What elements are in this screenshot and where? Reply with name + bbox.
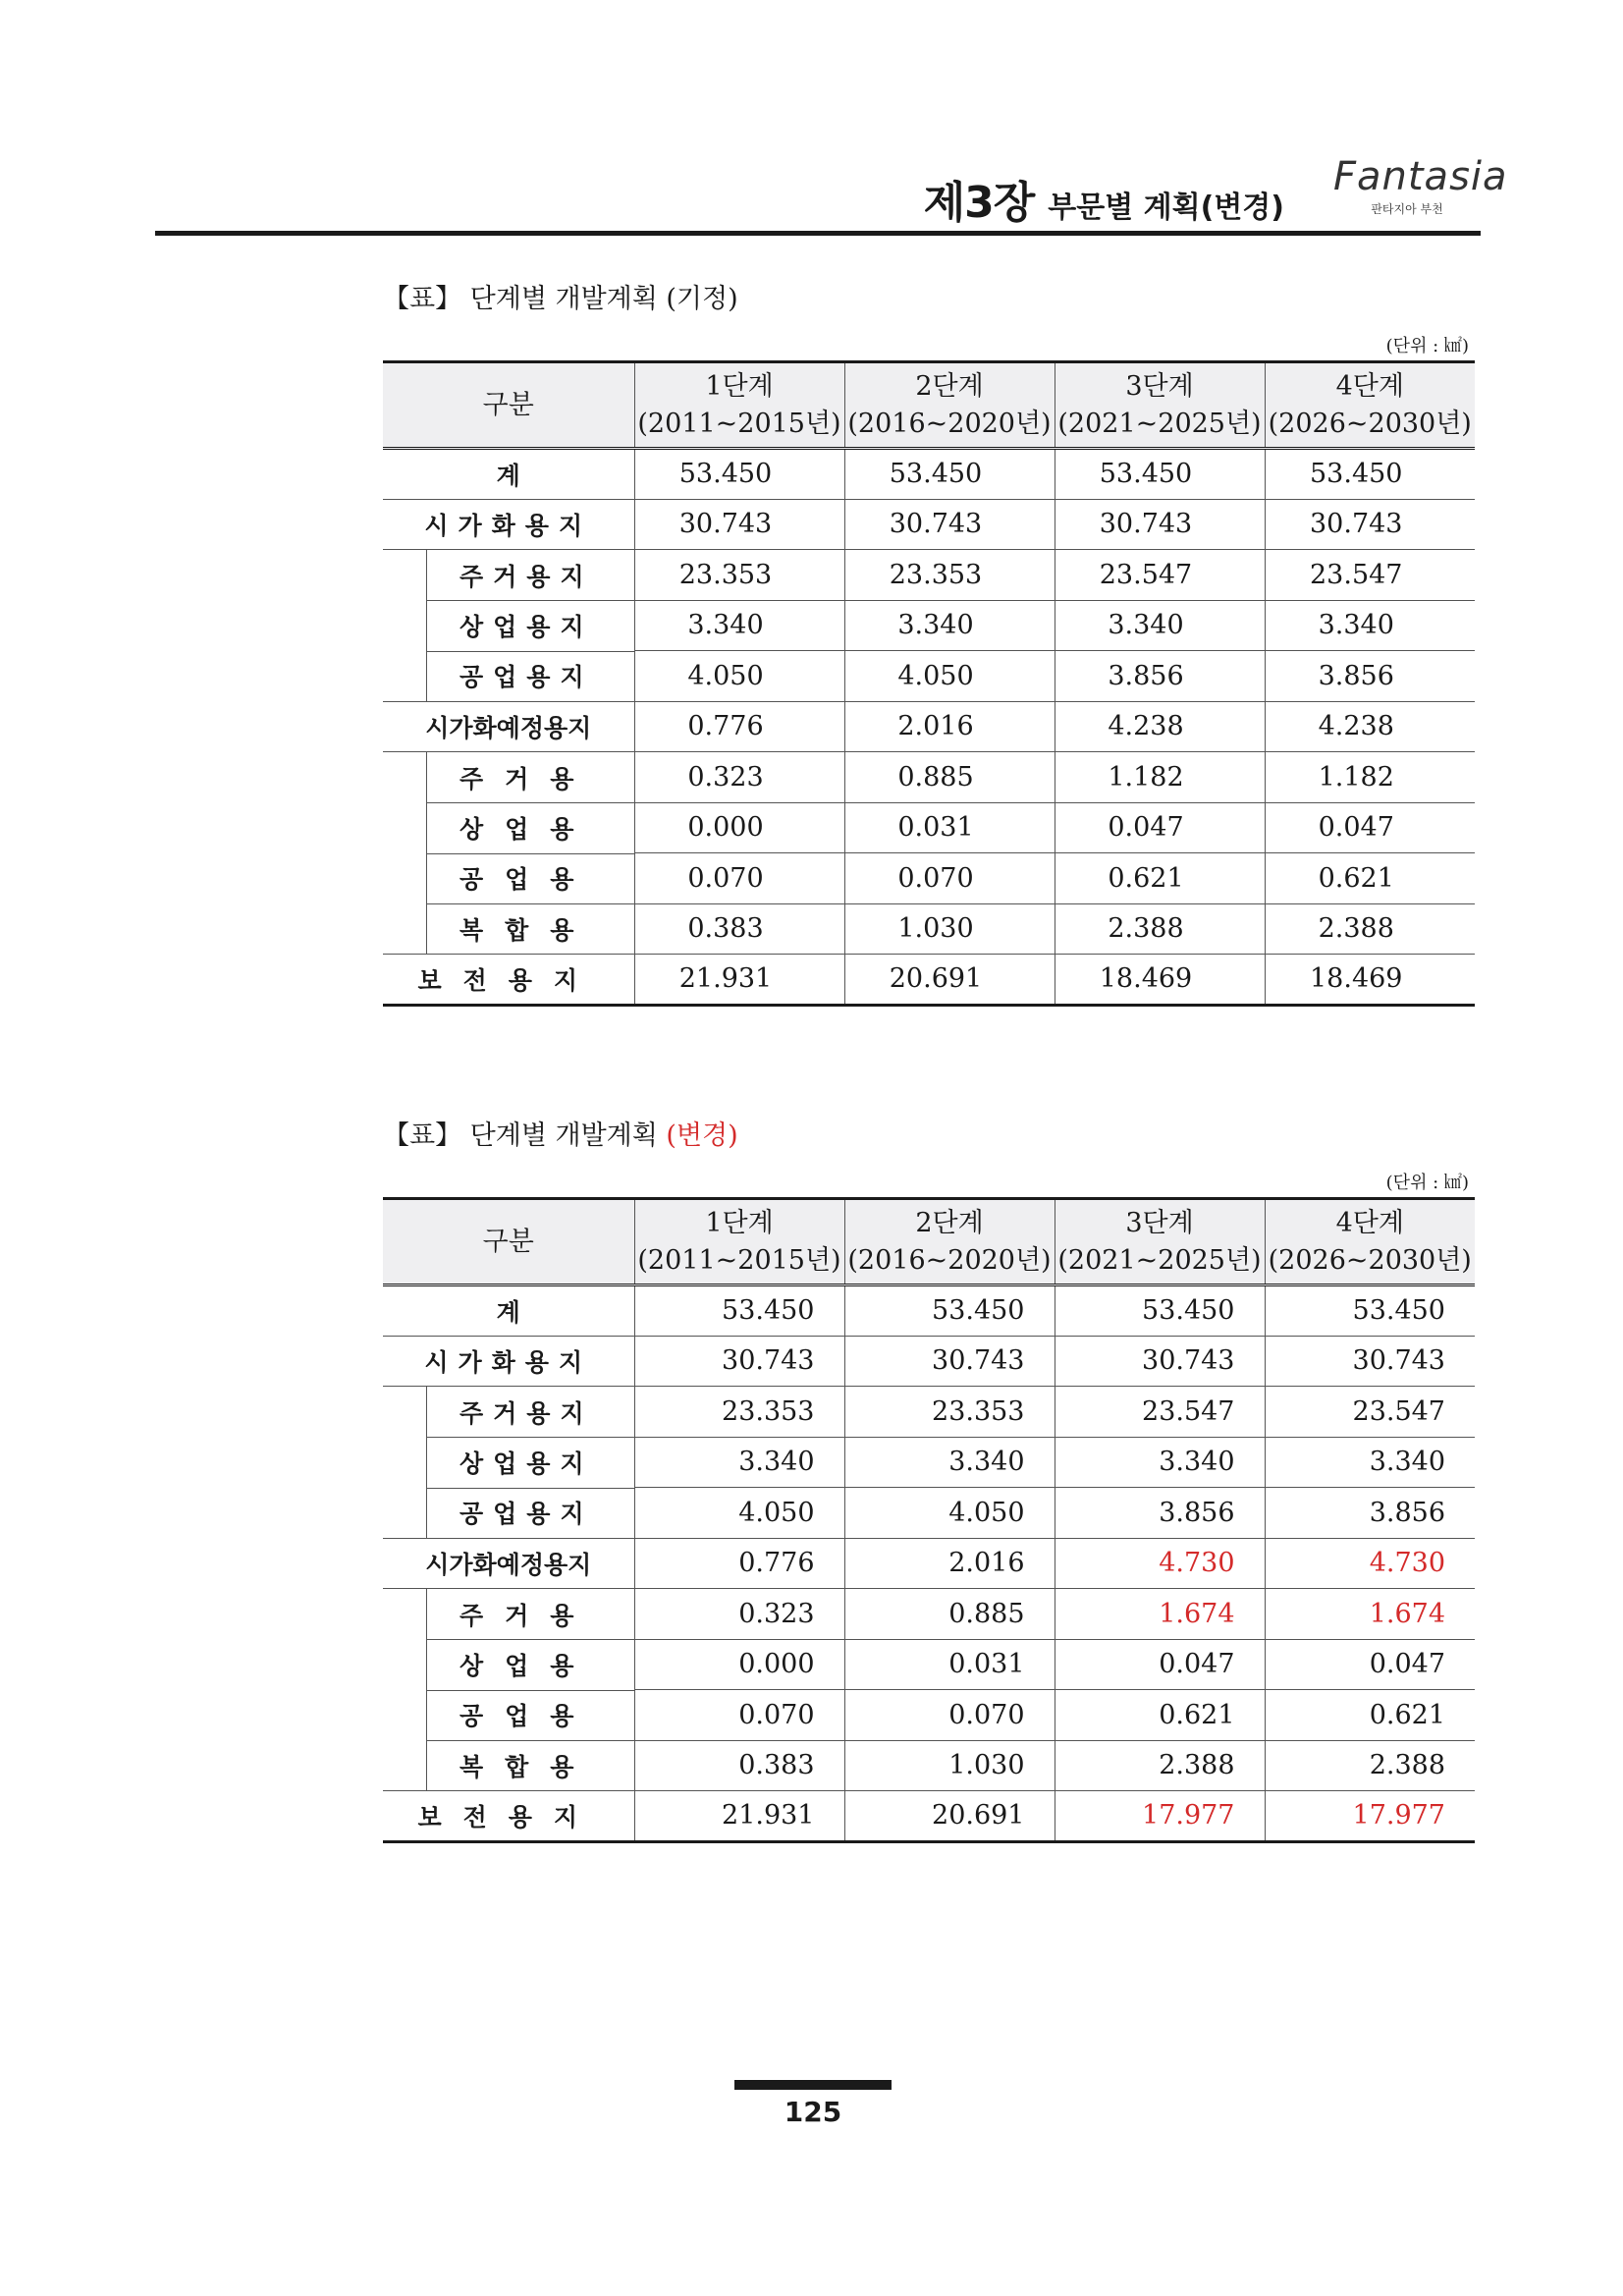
- row-label-text: 시가화용지: [424, 1347, 593, 1377]
- value-cell: 3.856: [1265, 651, 1475, 702]
- row-label: [383, 651, 634, 702]
- value-cell: 1.030: [844, 1740, 1055, 1791]
- value-cell: 30.743: [844, 1336, 1055, 1387]
- row-label-text: 공업용지: [460, 1500, 594, 1528]
- stage-period: (2011~2015년): [637, 1244, 841, 1276]
- value-cell: 23.547: [1055, 550, 1265, 601]
- value-cell: 0.000: [634, 1639, 844, 1690]
- value-cell: 18.469: [1265, 955, 1475, 1006]
- value-cell: 0.885: [844, 1589, 1055, 1640]
- value-cell: 2.016: [844, 1538, 1055, 1589]
- value-cell: 0.776: [634, 1538, 844, 1589]
- stage-label: 2단계: [915, 370, 984, 402]
- value-cell: 23.547: [1265, 550, 1475, 601]
- value-cell: 3.340: [1265, 1437, 1475, 1488]
- row-label-text: 복합용: [460, 1752, 596, 1781]
- header-stage: [634, 1199, 844, 1285]
- value-cell: 3.856: [1055, 651, 1265, 702]
- row-label-text: 보전용지: [417, 965, 600, 995]
- value-cell: 3.856: [1055, 1488, 1265, 1539]
- table-row: [383, 802, 1475, 853]
- stage-period: (2016~2020년): [847, 408, 1052, 439]
- stage-period: (2026~2030년): [1268, 408, 1472, 439]
- value-cell: 2.388: [1055, 1740, 1265, 1791]
- table-row: [383, 651, 1475, 702]
- row-label-text: 상업용: [460, 1651, 596, 1680]
- table-row: [383, 1285, 1475, 1337]
- value-cell: 17.977: [1055, 1791, 1265, 1842]
- table-row: [383, 903, 1475, 955]
- row-label: [383, 1690, 634, 1741]
- stage-label: 1단계: [705, 370, 774, 402]
- value-cell: 53.450: [1265, 1285, 1475, 1337]
- row-label: [383, 701, 634, 752]
- value-cell: 23.547: [1265, 1387, 1475, 1438]
- value-cell: 0.000: [634, 802, 844, 853]
- row-label: [383, 1791, 634, 1842]
- value-cell: 53.450: [1055, 449, 1265, 500]
- value-cell: 0.031: [844, 1639, 1055, 1690]
- value-cell: 0.047: [1055, 802, 1265, 853]
- value-cell: 3.340: [1265, 600, 1475, 651]
- logo-word: Fantasia: [1333, 154, 1508, 199]
- value-cell: 21.931: [634, 955, 844, 1006]
- row-label-text: 주거용지: [460, 1398, 594, 1428]
- header-stage: [1055, 362, 1265, 449]
- stage-label: 3단계: [1125, 370, 1194, 402]
- value-cell: 30.743: [844, 499, 1055, 550]
- table-row: [383, 1488, 1475, 1539]
- table-row: [383, 1791, 1475, 1842]
- value-cell: 20.691: [844, 1791, 1055, 1842]
- row-label-text: 시가화예정용지: [425, 713, 592, 742]
- unit-label: (단위 : ㎢): [1385, 336, 1469, 356]
- header-stage: [1055, 1199, 1265, 1285]
- value-cell: 3.340: [1055, 1437, 1265, 1488]
- row-label-text: 주거용: [460, 764, 596, 793]
- row-label-text: 보전용지: [417, 1802, 600, 1831]
- value-cell: 0.047: [1265, 802, 1475, 853]
- table-row: [383, 1336, 1475, 1387]
- value-cell: 0.047: [1265, 1639, 1475, 1690]
- page-footer: [734, 2080, 892, 2128]
- value-cell: 0.070: [634, 853, 844, 904]
- value-cell: 3.340: [634, 600, 844, 651]
- value-cell: 17.977: [1265, 1791, 1475, 1842]
- row-label: [383, 1589, 634, 1640]
- header-rule: [155, 231, 1481, 236]
- table-row: [383, 1589, 1475, 1640]
- chapter-heading: [924, 167, 1284, 230]
- stage-period: (2021~2025년): [1057, 1244, 1262, 1276]
- row-label: [383, 802, 634, 853]
- row-label-text: 주거용: [460, 1601, 596, 1630]
- value-cell: 0.383: [634, 1740, 844, 1791]
- stage-period: (2026~2030년): [1268, 1244, 1472, 1276]
- row-label-text: 공업용지: [460, 663, 594, 691]
- table-row: [383, 499, 1475, 550]
- row-label: [383, 1437, 634, 1488]
- table-section-original: [383, 280, 1475, 1007]
- table-row: [383, 752, 1475, 803]
- value-cell: 4.050: [634, 651, 844, 702]
- table-row: [383, 1437, 1475, 1488]
- row-label-text: 시가화용지: [424, 511, 593, 540]
- value-cell: 0.383: [634, 903, 844, 955]
- row-label: [383, 1285, 634, 1337]
- table-caption: [383, 1117, 1475, 1156]
- table-row: [383, 955, 1475, 1006]
- value-cell: 3.340: [634, 1437, 844, 1488]
- stage-period: (2016~2020년): [847, 1244, 1052, 1276]
- value-cell: 2.388: [1265, 903, 1475, 955]
- header-stage: [1265, 1199, 1475, 1285]
- row-label: [383, 853, 634, 904]
- caption-text: 【표】 단계별 개발계획 (기정): [383, 284, 738, 314]
- value-cell: 1.182: [1055, 752, 1265, 803]
- row-label: [383, 1538, 634, 1589]
- row-label: [383, 449, 634, 500]
- value-cell: 18.469: [1055, 955, 1265, 1006]
- value-cell: 3.340: [1055, 600, 1265, 651]
- page-number: 125: [784, 2096, 842, 2128]
- value-cell: 0.621: [1055, 1690, 1265, 1741]
- value-cell: 53.450: [634, 449, 844, 500]
- stage-label: 1단계: [705, 1207, 774, 1238]
- caption-highlight: (변경): [666, 1121, 738, 1151]
- stage-label: 4단계: [1335, 1207, 1404, 1238]
- value-cell: 53.450: [844, 449, 1055, 500]
- chapter-number: 제3장: [923, 178, 1035, 228]
- row-label: [383, 499, 634, 550]
- value-cell: 4.730: [1055, 1538, 1265, 1589]
- row-label: [383, 955, 634, 1006]
- header-row: [383, 362, 1475, 449]
- value-cell: 23.547: [1055, 1387, 1265, 1438]
- row-label: [383, 600, 634, 651]
- header-category: [383, 362, 634, 449]
- value-cell: 0.323: [634, 1589, 844, 1640]
- value-cell: 4.050: [844, 651, 1055, 702]
- value-cell: 23.353: [634, 550, 844, 601]
- value-cell: 20.691: [844, 955, 1055, 1006]
- row-label: [383, 1740, 634, 1791]
- header-row: [383, 1199, 1475, 1285]
- development-plan-table: [383, 1197, 1475, 1843]
- value-cell: 0.621: [1265, 1690, 1475, 1741]
- header-stage: [844, 1199, 1055, 1285]
- value-cell: 3.856: [1265, 1488, 1475, 1539]
- value-cell: 0.047: [1055, 1639, 1265, 1690]
- value-cell: 23.353: [844, 1387, 1055, 1438]
- page-header: [155, 137, 1508, 236]
- stage-label: 구분: [482, 389, 534, 420]
- value-cell: 0.070: [634, 1690, 844, 1741]
- development-plan-table: [383, 360, 1475, 1007]
- fantasia-logo: [1333, 154, 1508, 224]
- value-cell: 3.340: [844, 1437, 1055, 1488]
- row-label: [383, 1639, 634, 1690]
- stage-label: 3단계: [1125, 1207, 1194, 1238]
- header-stage: [1265, 362, 1475, 449]
- row-label-text: 공업용: [460, 865, 596, 895]
- stage-period: (2011~2015년): [637, 408, 841, 439]
- row-label: [383, 1488, 634, 1539]
- footer-bar: [734, 2080, 892, 2090]
- value-cell: 4.730: [1265, 1538, 1475, 1589]
- table-row: [383, 1538, 1475, 1589]
- row-label: [383, 1387, 634, 1438]
- logo-subtext: 판타지아 부천: [1371, 202, 1443, 216]
- table-row: [383, 1387, 1475, 1438]
- row-label-text: 공업용: [460, 1702, 596, 1731]
- stage-label: 4단계: [1335, 370, 1404, 402]
- value-cell: 0.070: [844, 853, 1055, 904]
- value-cell: 30.743: [634, 499, 844, 550]
- stage-label: 구분: [482, 1226, 534, 1257]
- value-cell: 2.016: [844, 701, 1055, 752]
- value-cell: 2.388: [1265, 1740, 1475, 1791]
- table-row: [383, 1740, 1475, 1791]
- value-cell: 30.743: [1055, 1336, 1265, 1387]
- value-cell: 4.238: [1265, 701, 1475, 752]
- value-cell: 0.776: [634, 701, 844, 752]
- value-cell: 53.450: [1265, 449, 1475, 500]
- value-cell: 1.674: [1055, 1589, 1265, 1640]
- chapter-title: 부문별 계획(변경): [1048, 191, 1284, 225]
- header-category: [383, 1199, 634, 1285]
- value-cell: 2.388: [1055, 903, 1265, 955]
- value-cell: 0.070: [844, 1690, 1055, 1741]
- value-cell: 0.885: [844, 752, 1055, 803]
- row-label-text: 상업용지: [460, 612, 594, 641]
- row-label-text: 주거용지: [460, 562, 594, 591]
- header-stage: [634, 362, 844, 449]
- value-cell: 30.743: [1265, 499, 1475, 550]
- value-cell: 0.323: [634, 752, 844, 803]
- stage-label: 2단계: [915, 1207, 984, 1238]
- value-cell: 23.353: [634, 1387, 844, 1438]
- value-cell: 23.353: [844, 550, 1055, 601]
- table-caption: [383, 280, 1475, 319]
- row-label: [383, 550, 634, 601]
- value-cell: 0.621: [1265, 853, 1475, 904]
- row-label: [383, 1336, 634, 1387]
- value-cell: 0.621: [1055, 853, 1265, 904]
- stage-period: (2021~2025년): [1057, 408, 1262, 439]
- caption-text: 【표】 단계별 개발계획: [383, 1121, 667, 1151]
- header-stage: [844, 362, 1055, 449]
- value-cell: 53.450: [634, 1285, 844, 1337]
- row-label-text: 계: [496, 1297, 520, 1327]
- value-cell: 21.931: [634, 1791, 844, 1842]
- value-cell: 4.050: [634, 1488, 844, 1539]
- value-cell: 53.450: [1055, 1285, 1265, 1337]
- table-row: [383, 853, 1475, 904]
- table-row: [383, 600, 1475, 651]
- table-row: [383, 701, 1475, 752]
- value-cell: 1.030: [844, 903, 1055, 955]
- table-row: [383, 550, 1475, 601]
- value-cell: 30.743: [634, 1336, 844, 1387]
- row-label: [383, 752, 634, 803]
- row-label-text: 상업용지: [460, 1449, 594, 1478]
- table-row: [383, 449, 1475, 500]
- value-cell: 30.743: [1055, 499, 1265, 550]
- value-cell: 0.031: [844, 802, 1055, 853]
- value-cell: 4.050: [844, 1488, 1055, 1539]
- row-label-text: 시가화예정용지: [425, 1550, 592, 1579]
- value-cell: 4.238: [1055, 701, 1265, 752]
- value-cell: 3.340: [844, 600, 1055, 651]
- value-cell: 1.674: [1265, 1589, 1475, 1640]
- row-label-text: 복합용: [460, 915, 596, 945]
- unit-label: (단위 : ㎢): [1385, 1173, 1469, 1193]
- row-label: [383, 903, 634, 955]
- value-cell: 53.450: [844, 1285, 1055, 1337]
- table-row: [383, 1690, 1475, 1741]
- row-label-text: 상업용: [460, 814, 596, 844]
- value-cell: 30.743: [1265, 1336, 1475, 1387]
- row-label-text: 계: [496, 461, 520, 490]
- table-row: [383, 1639, 1475, 1690]
- table-section-changed: [383, 1117, 1475, 1843]
- value-cell: 1.182: [1265, 752, 1475, 803]
